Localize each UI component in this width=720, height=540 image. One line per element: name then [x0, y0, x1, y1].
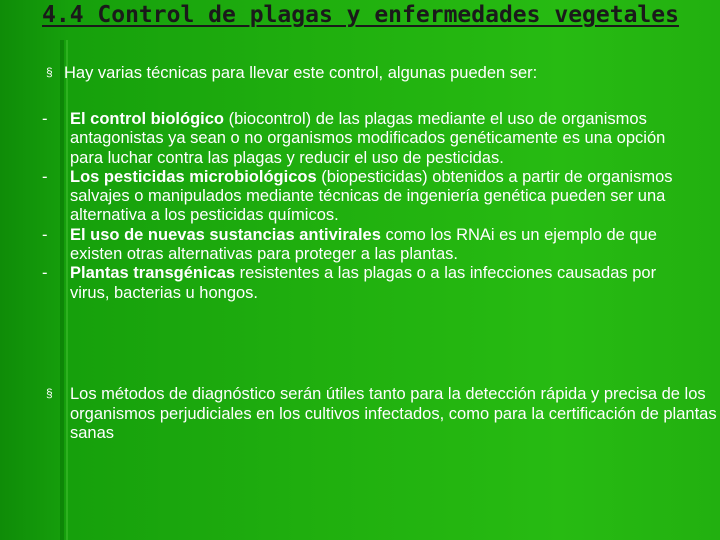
item-text: (biopesticidas) obtenidos a partir de organismos salvajes o manipulados mediante técnicas de ingeniería genética pueden ser una alternativa a los pesticidas químicos. — [70, 167, 673, 225]
item-heading: El uso de nuevas sustancias antivirales — [70, 225, 381, 244]
techniques-list — [42, 110, 692, 303]
dash-bullet: - — [42, 110, 48, 128]
slide-title-text: 4.4 Control de plagas y enfermedades vegetales — [42, 2, 679, 28]
dash-bullet: - — [42, 167, 48, 186]
square-bullet-icon: § — [46, 65, 53, 79]
item-heading: Plantas transgénicas — [70, 264, 236, 283]
item-heading: El control biológico — [70, 110, 224, 128]
list-item — [42, 168, 692, 226]
list-item — [42, 226, 692, 265]
list-item — [42, 110, 692, 168]
slide-title — [42, 0, 682, 30]
square-bullet-icon: § — [46, 386, 53, 400]
closing-text: Los métodos de diagnóstico serán útiles tanto para la detección rápida y precisa de los organismos perjudiciales en los cultivos infectados, como para la certificación de plantas sanas — [70, 385, 717, 442]
item-text: (biocontrol) de las plagas mediante el uso de organismos antagonistas ya sean o no organismos modificados genéticamente es una opción para luchar contra las plagas y reducir el uso de pesticidas. — [70, 110, 666, 167]
intro-text: Hay varias técnicas para llevar este control, algunas pueden ser: — [64, 64, 538, 82]
dash-bullet: - — [42, 225, 48, 244]
intro-paragraph — [46, 62, 696, 83]
dash-bullet: - — [42, 264, 48, 283]
item-heading: Los pesticidas microbiológicos — [70, 167, 317, 186]
closing-paragraph — [46, 384, 720, 444]
item-text: resistentes a las plagas o a las infecciones causadas por virus, bacterias u hongos. — [70, 264, 657, 302]
list-item — [42, 264, 692, 303]
item-text: como los RNAi es un ejemplo de que existen otras alternativas para proteger a las plantas. — [70, 225, 657, 264]
